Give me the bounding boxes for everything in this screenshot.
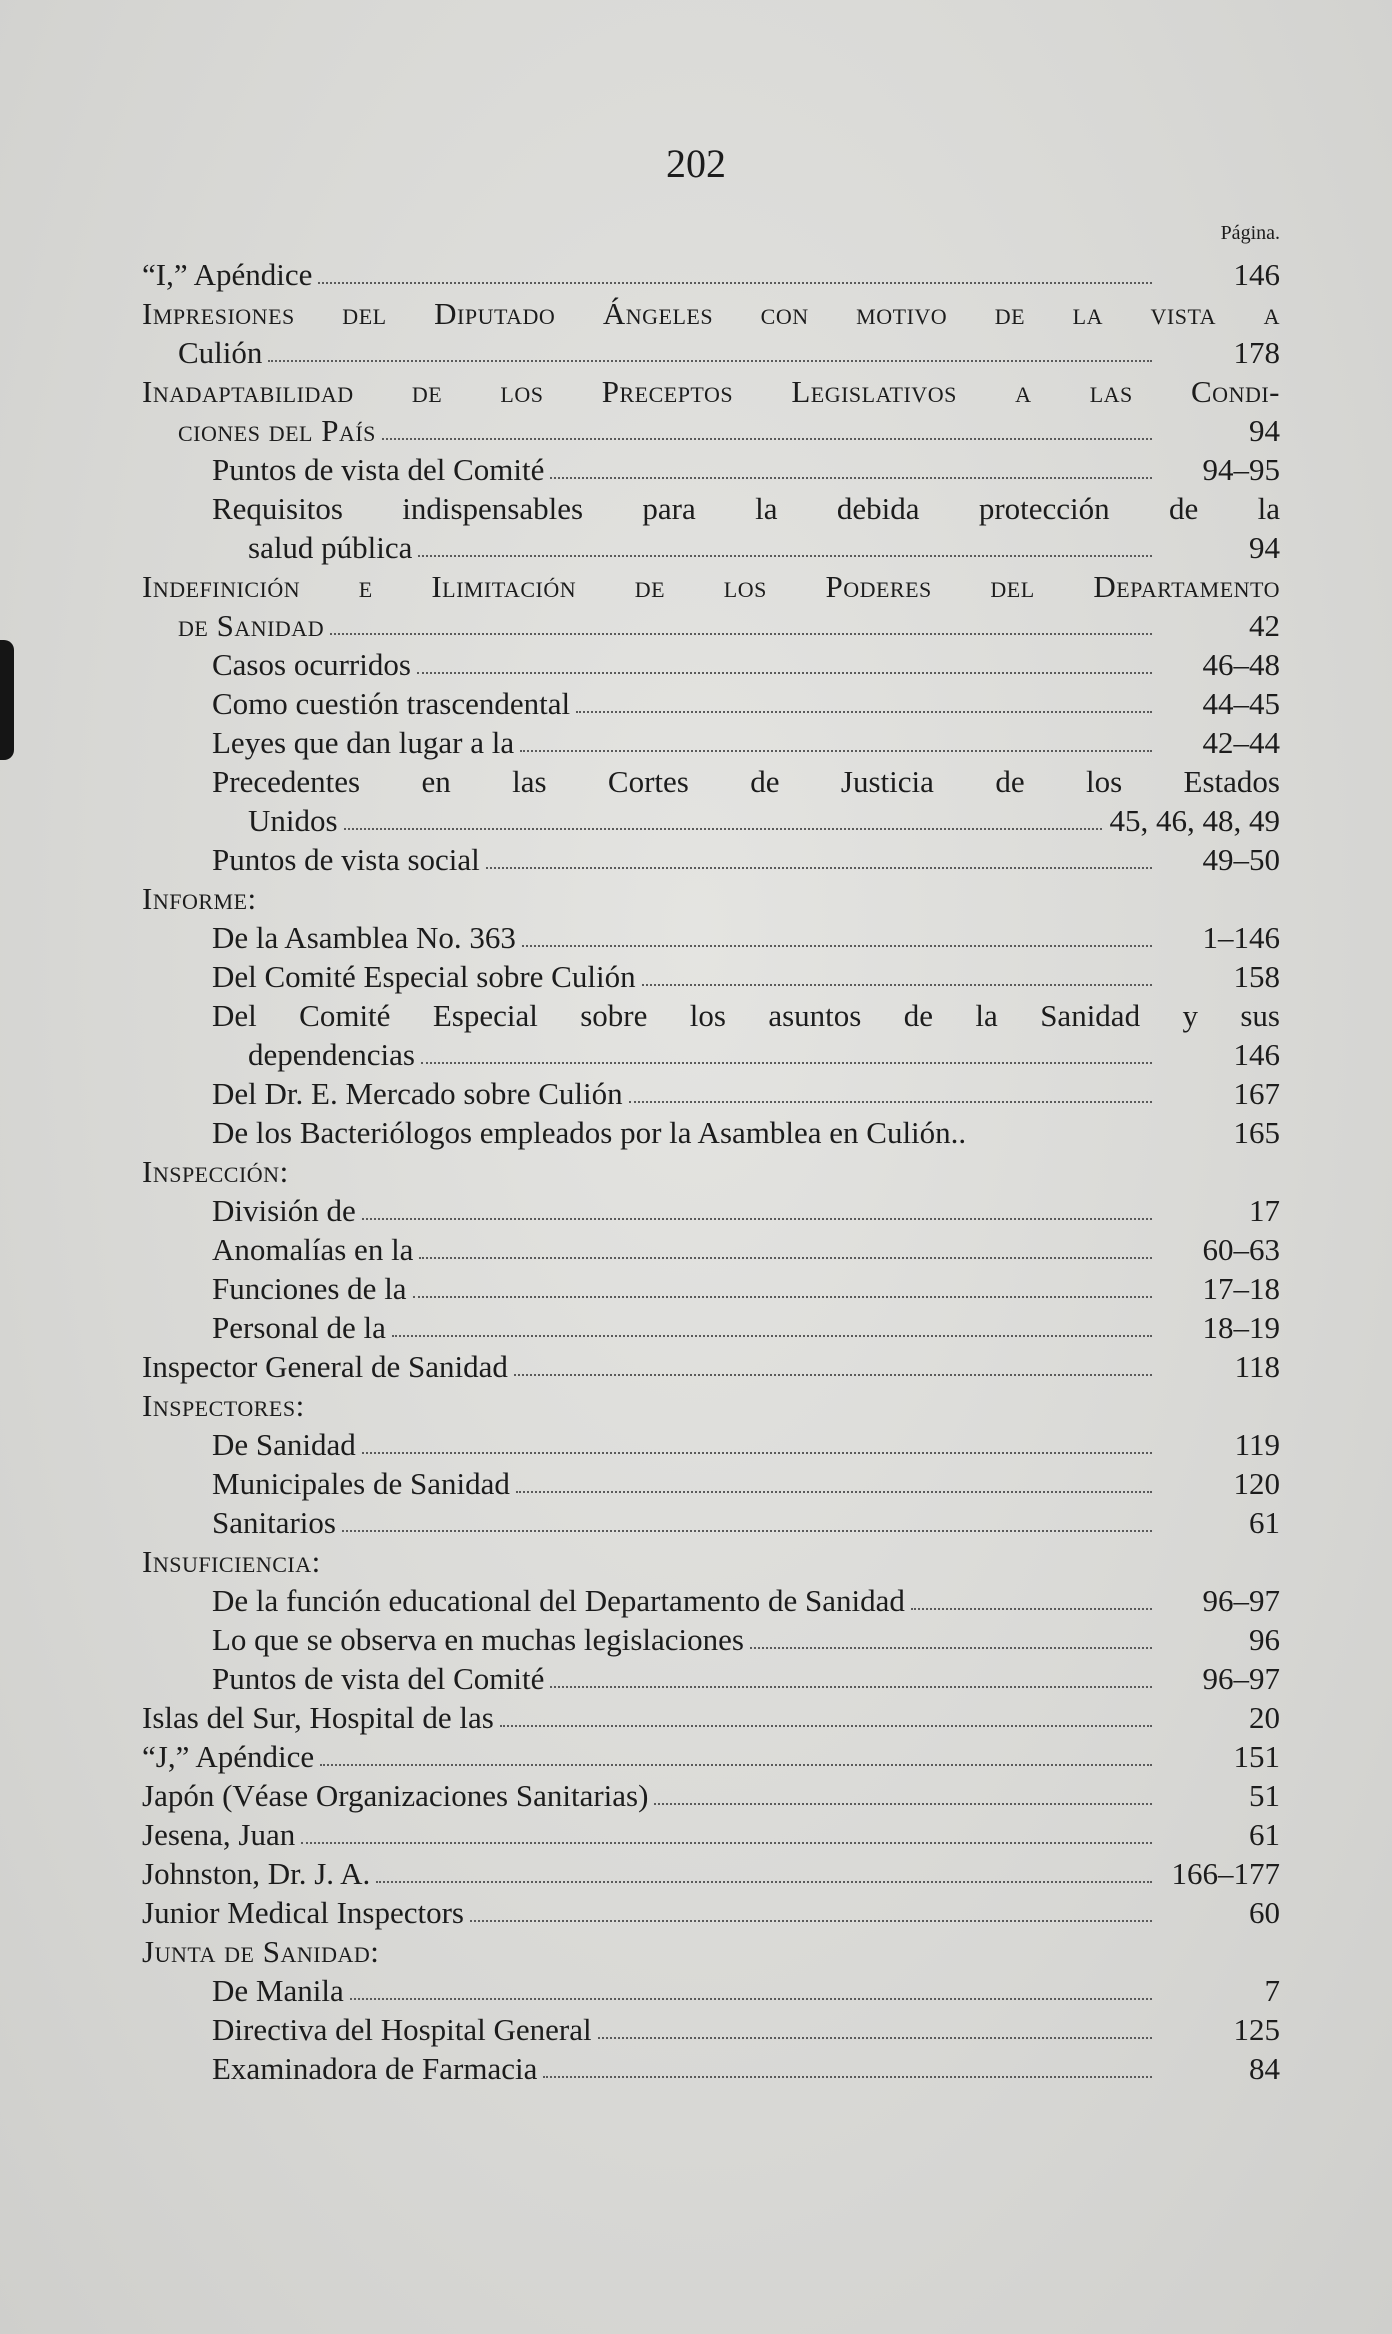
page-ref: 120 — [1233, 1466, 1280, 1501]
leader-dots — [362, 1451, 1152, 1454]
index-entry: Sanitarios 61 — [212, 1505, 1280, 1540]
page-ref: 96 — [1249, 1622, 1280, 1657]
page-ref: 178 — [1233, 335, 1280, 370]
index-heading: Insuficiencia: — [142, 1544, 321, 1579]
leader-dots — [550, 1685, 1152, 1688]
leader-dots — [392, 1334, 1152, 1337]
index-entry: de Sanidad 42 — [178, 608, 1280, 643]
page-ref: 44–45 — [1202, 686, 1280, 721]
index-entry: Inspector General de Sanidad 118 — [142, 1349, 1280, 1384]
index-entry: Puntos de vista del Comité 94–95 — [212, 452, 1280, 487]
leader-dots — [301, 1841, 1152, 1844]
leader-dots — [268, 359, 1152, 362]
index-heading: Inspectores: — [142, 1388, 305, 1423]
page-ref: 166–177 — [1171, 1856, 1280, 1891]
page-ref: 151 — [1233, 1739, 1280, 1774]
leader-dots — [376, 1880, 1152, 1883]
index-entry: Casos ocurridos 46–48 — [212, 647, 1280, 682]
leader-dots — [642, 983, 1152, 986]
page-ref: 18–19 — [1202, 1310, 1280, 1345]
page-ref: 46–48 — [1202, 647, 1280, 682]
page-ref: 45, 46, 48, 49 — [1109, 803, 1280, 838]
index-entry: Leyes que dan lugar a la 42–44 — [212, 725, 1280, 760]
leader-dots — [654, 1802, 1152, 1805]
index-entry-line: Impresiones del Diputado Ángeles con motivo de la vista a — [142, 296, 1280, 331]
index-entry: De la Asamblea No. 363 1–146 — [212, 920, 1280, 955]
page-ref: 20 — [1249, 1700, 1280, 1735]
page-column-header: Página. — [1220, 222, 1280, 244]
page-number: 202 — [666, 141, 726, 186]
page-ref: 167 — [1233, 1076, 1280, 1111]
page-ref: 42–44 — [1202, 725, 1280, 760]
index-entry: Japón (Véase Organizaciones Sanitarias) 51 — [142, 1778, 1280, 1813]
page-ref: 84 — [1249, 2051, 1280, 2086]
leader-dots — [543, 2075, 1152, 2078]
page-ref: 49–50 — [1202, 842, 1280, 877]
leader-dots — [318, 281, 1152, 284]
index-entry: Del Dr. E. Mercado sobre Culión 167 — [212, 1076, 1280, 1111]
leader-dots — [522, 944, 1152, 947]
index-entry: División de 17 — [212, 1193, 1280, 1228]
leader-dots — [362, 1217, 1152, 1220]
page-ref: 165 — [1233, 1115, 1280, 1150]
leader-dots — [516, 1490, 1152, 1493]
page-ref: 146 — [1233, 257, 1280, 292]
leader-dots — [911, 1607, 1152, 1610]
index-entry-line: Precedentes en las Cortes de Justicia de los Estados — [212, 764, 1280, 799]
leader-dots — [972, 1141, 1152, 1142]
leader-dots — [598, 2036, 1152, 2039]
page-ref: 61 — [1249, 1817, 1280, 1852]
leader-dots — [486, 866, 1152, 869]
index-entry-line: Requisitos indispensables para la debida protección de la — [212, 491, 1280, 526]
leader-dots — [500, 1724, 1152, 1727]
page-ref: 60–63 — [1202, 1232, 1280, 1267]
leader-dots — [421, 1061, 1152, 1064]
leader-dots — [629, 1100, 1152, 1103]
index-entry: Anomalías en la 60–63 — [212, 1232, 1280, 1267]
leader-dots — [330, 632, 1152, 635]
index-heading: Inspección: — [142, 1154, 289, 1189]
page-ref: 94–95 — [1202, 452, 1280, 487]
page-ref: 146 — [1233, 1037, 1280, 1072]
index-entry: Johnston, Dr. J. A. 166–177 — [142, 1856, 1280, 1891]
leader-dots — [418, 554, 1152, 557]
index-entry: Puntos de vista social 49–50 — [212, 842, 1280, 877]
page-ref: 7 — [1264, 1973, 1280, 2008]
index-entry: Municipales de Sanidad 120 — [212, 1466, 1280, 1501]
page-ref: 61 — [1249, 1505, 1280, 1540]
index-entry: Como cuestión trascendental 44–45 — [212, 686, 1280, 721]
index-entry-line: Del Comité Especial sobre los asuntos de la Sanidad y sus — [212, 998, 1280, 1033]
index-entry: Junior Medical Inspectors 60 — [142, 1895, 1280, 1930]
leader-dots — [344, 827, 1102, 830]
index-entry: Examinadora de Farmacia 84 — [212, 2051, 1280, 2086]
index-entry-line: Indefinición e Ilimitación de los Poderes del Departamento — [142, 569, 1280, 604]
index-entry: Unidos 45, 46, 48, 49 — [248, 803, 1280, 838]
index-entry: Puntos de vista del Comité 96–97 — [212, 1661, 1280, 1696]
leader-dots — [750, 1646, 1152, 1649]
leader-dots — [514, 1373, 1152, 1376]
leader-dots — [417, 671, 1152, 674]
index-entry: De la función educational del Departamento de Sanidad 96–97 — [212, 1583, 1280, 1618]
index-entry: Directiva del Hospital General 125 — [212, 2012, 1280, 2047]
index-entry: ciones del País 94 — [178, 413, 1280, 448]
leader-dots — [470, 1919, 1152, 1922]
page-ref: 60 — [1249, 1895, 1280, 1930]
page-ref: 119 — [1234, 1427, 1280, 1462]
index-entry: Jesena, Juan 61 — [142, 1817, 1280, 1852]
index-heading: Junta de Sanidad: — [142, 1934, 380, 1969]
index-entry: “J,” Apéndice 151 — [142, 1739, 1280, 1774]
index-entry: Culión 178 — [178, 335, 1280, 370]
leader-dots — [382, 437, 1152, 440]
index-entry: Funciones de la 17–18 — [212, 1271, 1280, 1306]
page-ref: 118 — [1234, 1349, 1280, 1384]
page-ref: 1–146 — [1202, 920, 1280, 955]
leader-dots — [520, 749, 1152, 752]
index-entry: Islas del Sur, Hospital de las 20 — [142, 1700, 1280, 1735]
index-list — [130, 255, 1280, 2088]
page-ref: 94 — [1249, 530, 1280, 565]
index-entry: De Manila 7 — [212, 1973, 1280, 2008]
page-ref: 17 — [1249, 1193, 1280, 1228]
index-entry: Personal de la 18–19 — [212, 1310, 1280, 1345]
leader-dots — [342, 1529, 1152, 1532]
page-ref: 125 — [1233, 2012, 1280, 2047]
index-entry: “I,” Apéndice 146 — [142, 257, 1280, 292]
page-ref: 17–18 — [1202, 1271, 1280, 1306]
leader-dots — [350, 1997, 1152, 2000]
page-ref: 94 — [1249, 413, 1280, 448]
page-ref: 51 — [1249, 1778, 1280, 1813]
page-ref: 158 — [1233, 959, 1280, 994]
page-ref: 96–97 — [1202, 1583, 1280, 1618]
index-entry: Del Comité Especial sobre Culión 158 — [212, 959, 1280, 994]
index-entry: De Sanidad 119 — [212, 1427, 1280, 1462]
leader-dots — [550, 476, 1152, 479]
index-entry: De los Bacteriólogos empleados por la Asamblea en Culión.. 165 — [212, 1115, 1280, 1150]
index-entry: Lo que se observa en muchas legislaciones 96 — [212, 1622, 1280, 1657]
index-entry: dependencias 146 — [248, 1037, 1280, 1072]
leader-dots — [413, 1295, 1152, 1298]
leader-dots — [576, 710, 1152, 713]
leader-dots — [419, 1256, 1152, 1259]
index-entry: salud pública 94 — [248, 530, 1280, 565]
page-ref: 96–97 — [1202, 1661, 1280, 1696]
binding-shadow — [0, 640, 14, 760]
index-heading: Informe: — [142, 881, 257, 916]
index-entry-line: Inadaptabilidad de los Preceptos Legislativos a las Condi- — [142, 374, 1280, 409]
page-ref: 42 — [1249, 608, 1280, 643]
leader-dots — [320, 1763, 1152, 1766]
